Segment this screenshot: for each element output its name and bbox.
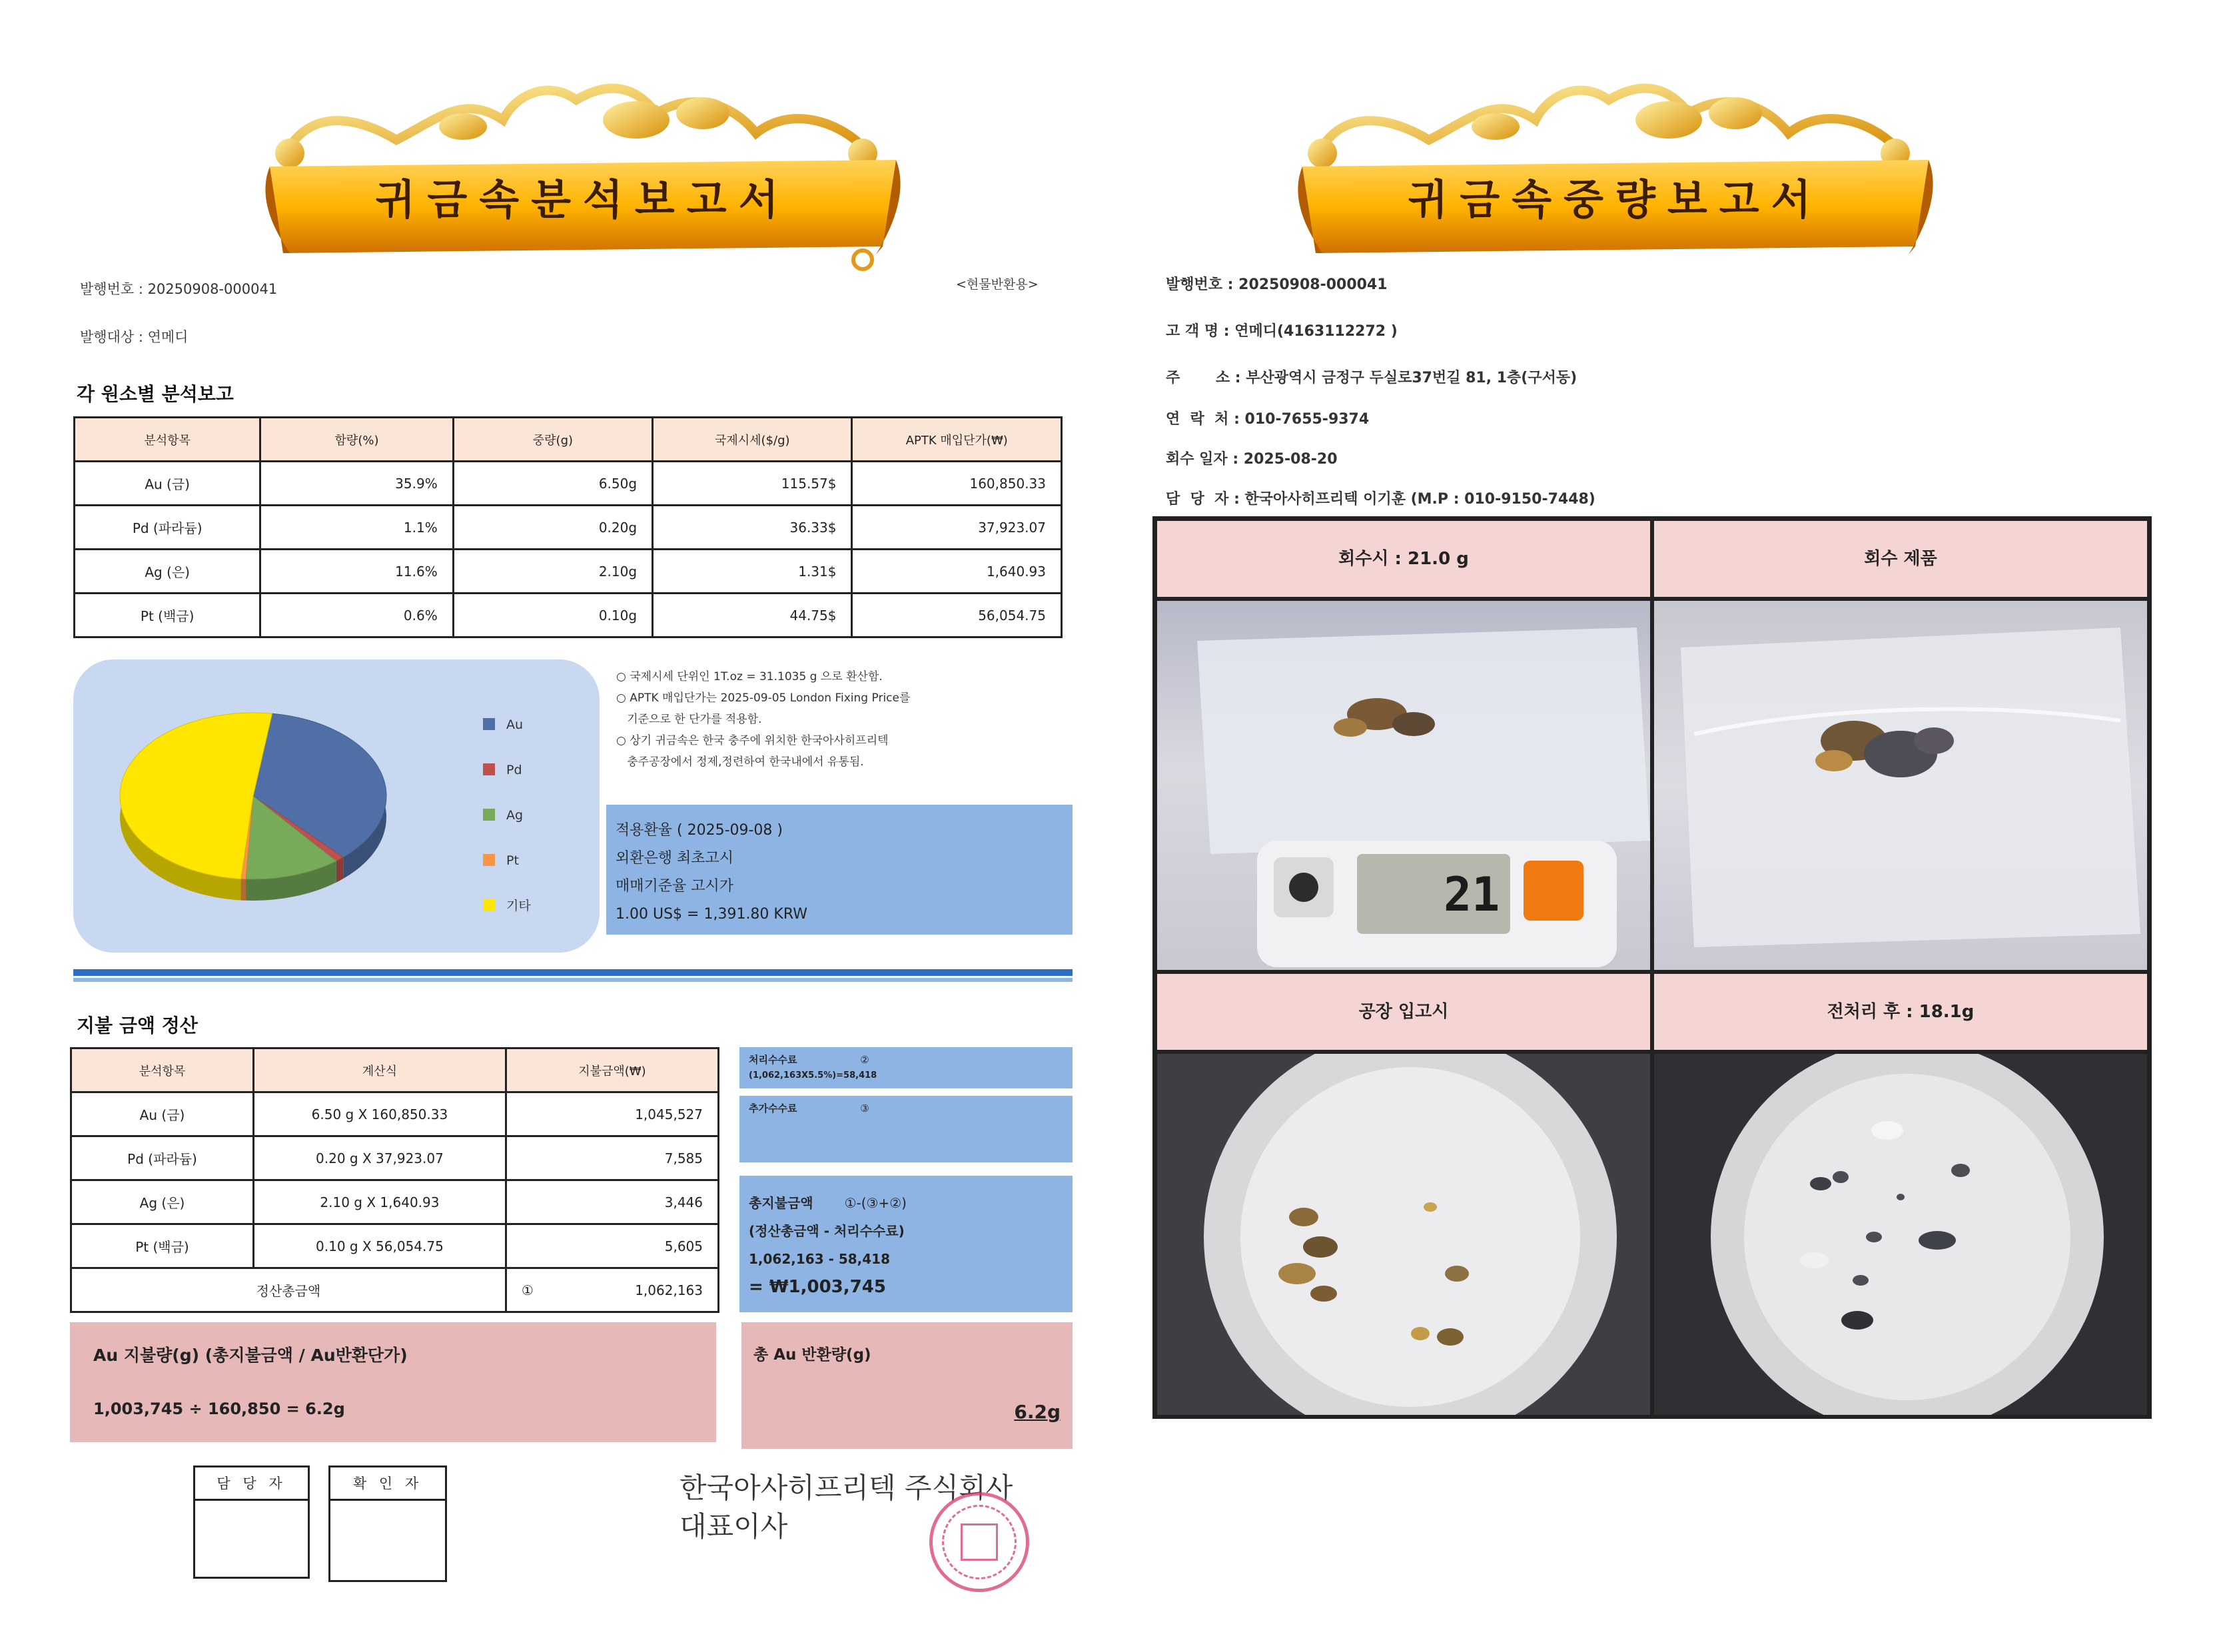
collected-product-photo xyxy=(1652,599,2149,972)
table-cell: 36.33$ xyxy=(653,506,852,550)
table-row xyxy=(71,1136,719,1180)
confirm-sign-label: 확 인 자 xyxy=(330,1467,445,1501)
staff-sign-box[interactable] xyxy=(193,1465,310,1579)
table-cell: 0.20g xyxy=(453,506,652,550)
report-title: 귀금속중량보고서 xyxy=(1408,175,1823,224)
table-row xyxy=(75,462,1062,506)
factory-intake-photo xyxy=(1155,1052,1652,1417)
table-row xyxy=(71,1092,719,1136)
au-payment-box xyxy=(70,1322,716,1442)
total-payment-formula: ①-(③+②) xyxy=(844,1195,907,1211)
photo-header: 회수 제품 xyxy=(1652,519,2149,599)
plate-photo-icon xyxy=(1654,1054,2149,1417)
column-header: APTK 매입단가(₩) xyxy=(852,418,1062,462)
table-cell: Pd (파라듐) xyxy=(71,1136,254,1180)
legend-label: Au xyxy=(506,717,524,732)
table-cell: 6.50g xyxy=(453,462,652,506)
company-title: 대표이사 xyxy=(679,1510,788,1543)
legend-label: Pt xyxy=(506,853,519,868)
legend-label: Pd xyxy=(506,763,522,777)
column-header: 함량(%) xyxy=(260,418,453,462)
fee-mark: ② xyxy=(860,1054,869,1066)
table-cell: 2.10 g X 1,640.93 xyxy=(254,1180,506,1224)
pretreatment-photo xyxy=(1652,1052,2149,1417)
info-line xyxy=(1166,488,1595,508)
column-header: 계산식 xyxy=(254,1048,506,1092)
table-cell: 1,045,527 xyxy=(506,1092,718,1136)
table-cell: 3,446 xyxy=(506,1180,718,1224)
table-row xyxy=(75,550,1062,594)
info-line xyxy=(1166,320,1398,340)
legend-swatch xyxy=(483,718,495,730)
legend-swatch xyxy=(483,763,495,775)
total-label xyxy=(71,1268,506,1312)
total-payment-line: 1,062,163 - 58,418 xyxy=(749,1251,891,1267)
total-payment-line: (정산총금액 - 처리수수료) xyxy=(749,1223,905,1239)
exchange-rate-box xyxy=(606,805,1073,935)
info-label: 발행번호 xyxy=(1166,276,1223,293)
note-line: ○ APTK 매입단가는 2025-09-05 London Fixing Price를 xyxy=(616,691,911,705)
table-cell: 0.10g xyxy=(453,594,652,637)
total-payment-amount: = ₩1,003,745 xyxy=(749,1277,886,1297)
pie-slice-side-Pd xyxy=(336,857,343,883)
report-banner xyxy=(263,80,903,273)
product-photo-icon xyxy=(1654,601,2149,972)
info-label: 회수 일자 xyxy=(1166,451,1228,468)
extra-fee-box xyxy=(739,1096,1073,1162)
table-cell: Pt (백금) xyxy=(75,594,260,637)
processing-fee-box xyxy=(739,1047,1073,1088)
info-label: 주 소 xyxy=(1166,370,1230,386)
report-title: 귀금속분석보고서 xyxy=(375,175,791,224)
total-label-text: 정산총금액 xyxy=(256,1283,321,1299)
table-cell: Pt (백금) xyxy=(71,1224,254,1268)
note-line: ○ 국제시세 단위인 1T.oz = 31.1035 g 으로 환산함. xyxy=(616,670,883,683)
table-cell: 7,585 xyxy=(506,1136,718,1180)
table-cell: 1,640.93 xyxy=(852,550,1062,594)
table-row xyxy=(75,506,1062,550)
table-header-row xyxy=(71,1048,719,1092)
info-value: : 부산광역시 금정구 두실로37번길 81, 1층(구서동) xyxy=(1230,370,1577,386)
table-cell: 5,605 xyxy=(506,1224,718,1268)
exchange-line: 매매기준율 고시가 xyxy=(616,878,734,895)
note-line: 기준으로 한 단가를 적용함. xyxy=(616,713,762,726)
table-cell: Ag (은) xyxy=(71,1180,254,1224)
table-cell: Ag (은) xyxy=(75,550,260,594)
exchange-line: 1.00 US$ = 1,391.80 KRW xyxy=(616,906,807,923)
info-value: : 20250908-000041 xyxy=(1222,276,1388,293)
confirm-sign-box[interactable] xyxy=(328,1465,447,1582)
au-return-value: 6.2g xyxy=(1014,1401,1061,1423)
table-cell: 115.57$ xyxy=(653,462,852,506)
exchange-line: 외환은행 최초고시 xyxy=(616,850,734,867)
table-cell: 11.6% xyxy=(260,550,453,594)
collection-scale-photo xyxy=(1155,599,1652,972)
table-cell: 1.1% xyxy=(260,506,453,550)
column-header: 지불금액(₩) xyxy=(506,1048,718,1092)
column-header: 분석항목 xyxy=(71,1048,254,1092)
table-cell: 2.10g xyxy=(453,550,652,594)
pie-chart xyxy=(73,659,600,953)
photo-header: 전처리 후 : 18.1g xyxy=(1652,972,2149,1052)
column-header: 분석항목 xyxy=(75,418,260,462)
info-label: 담 당 자 xyxy=(1166,491,1229,508)
table-cell: Au (금) xyxy=(71,1092,254,1136)
table-cell: 35.9% xyxy=(260,462,453,506)
pie-chart-panel xyxy=(73,659,600,953)
total-value: 1,062,163 xyxy=(635,1282,703,1298)
copy-type-label: <현물반환용> xyxy=(956,277,1039,292)
info-label: 고 객 명 xyxy=(1166,323,1219,340)
table-row xyxy=(71,1224,719,1268)
extra-fee-label: 추가수수료 xyxy=(749,1102,797,1114)
report-banner xyxy=(1296,80,1935,273)
table-cell: 0.20 g X 37,923.07 xyxy=(254,1136,506,1180)
element-section-title: 각 원소별 분석보고 xyxy=(77,383,234,405)
au-return-title: 총 Au 반환량(g) xyxy=(753,1346,871,1364)
table-cell: 1.31$ xyxy=(653,550,852,594)
issue-number: 발행번호 : 20250908-000041 xyxy=(80,281,278,297)
divider xyxy=(73,978,1073,982)
table-cell: 160,850.33 xyxy=(852,462,1062,506)
weight-report-page xyxy=(1136,0,2162,1652)
table-row xyxy=(71,1180,719,1224)
fee-label: 처리수수료 xyxy=(749,1054,797,1066)
table-cell: 56,054.75 xyxy=(852,594,1062,637)
total-value-cell xyxy=(506,1268,718,1312)
table-header-row xyxy=(75,418,1062,462)
total-payment-label: 총지불금액 xyxy=(749,1195,813,1211)
legend-swatch xyxy=(483,854,495,866)
company-name: 한국아사히프리텍 주식회사 xyxy=(679,1471,1013,1504)
table-cell: 6.50 g X 160,850.33 xyxy=(254,1092,506,1136)
table-cell: 0.10 g X 56,054.75 xyxy=(254,1224,506,1268)
legend-swatch xyxy=(483,809,495,821)
total-payment-box xyxy=(739,1176,1073,1312)
extra-fee-mark: ③ xyxy=(860,1102,869,1114)
legend-label: 기타 xyxy=(506,899,531,913)
legend-label: Ag xyxy=(506,808,524,823)
column-header: 중량(g) xyxy=(453,418,652,462)
scale-photo-icon xyxy=(1157,601,1652,972)
info-line xyxy=(1166,366,1577,387)
table-cell: 44.75$ xyxy=(653,594,852,637)
note-line: ○ 상기 귀금속은 한국 충주에 위치한 한국아사히프리텍 xyxy=(616,734,889,747)
info-line xyxy=(1166,408,1369,428)
column-header: 국제시세($/g) xyxy=(653,418,852,462)
pie-slice-side-Pt xyxy=(241,879,246,900)
analysis-report-page xyxy=(63,0,1103,1652)
table-cell: Pd (파라듐) xyxy=(75,506,260,550)
info-value: : 한국아사히프리텍 이기훈 (M.P : 010-9150-7448) xyxy=(1228,491,1595,508)
scale-reading: 21 xyxy=(1444,867,1500,922)
payment-section-title: 지불 금액 정산 xyxy=(77,1015,198,1036)
element-analysis-table xyxy=(73,416,1063,638)
au-return-box xyxy=(741,1322,1073,1449)
photo-header: 공장 입고시 xyxy=(1155,972,1652,1052)
table-cell: 0.6% xyxy=(260,594,453,637)
info-label: 연 락 처 xyxy=(1166,411,1229,428)
total-mark: ① xyxy=(521,1282,534,1298)
notes-block xyxy=(616,666,1049,773)
table-cell: 37,923.07 xyxy=(852,506,1062,550)
fee-formula: (1,062,163X5.5%)=58,418 xyxy=(749,1070,877,1080)
company-seal-icon xyxy=(929,1492,1029,1592)
info-line xyxy=(1166,448,1338,468)
plate-photo-icon xyxy=(1157,1054,1652,1417)
info-value: : 2025-08-20 xyxy=(1227,451,1338,468)
divider xyxy=(73,969,1073,976)
table-row xyxy=(75,594,1062,637)
info-value: : 010-7655-9374 xyxy=(1228,411,1370,428)
legend-swatch xyxy=(483,899,495,911)
note-line: 충주공장에서 정제,정련하여 한국내에서 유통됨. xyxy=(616,755,864,769)
table-total-row xyxy=(71,1268,719,1312)
photo-header: 회수시 : 21.0 g xyxy=(1155,519,1652,599)
info-line xyxy=(1166,273,1388,294)
exchange-line: 적용환율 ( 2025-09-08 ) xyxy=(616,822,783,839)
payment-table xyxy=(70,1047,719,1313)
issue-target: 발행대상 : 연메디 xyxy=(80,329,189,345)
table-cell: Au (금) xyxy=(75,462,260,506)
au-payment-title: Au 지불량(g) (총지불금액 / Au반환단가) xyxy=(93,1346,408,1365)
staff-sign-label: 담 당 자 xyxy=(195,1467,308,1501)
au-payment-calc: 1,003,745 ÷ 160,850 = 6.2g xyxy=(93,1400,345,1418)
info-value: : 연메디(4163112272 ) xyxy=(1218,323,1398,340)
